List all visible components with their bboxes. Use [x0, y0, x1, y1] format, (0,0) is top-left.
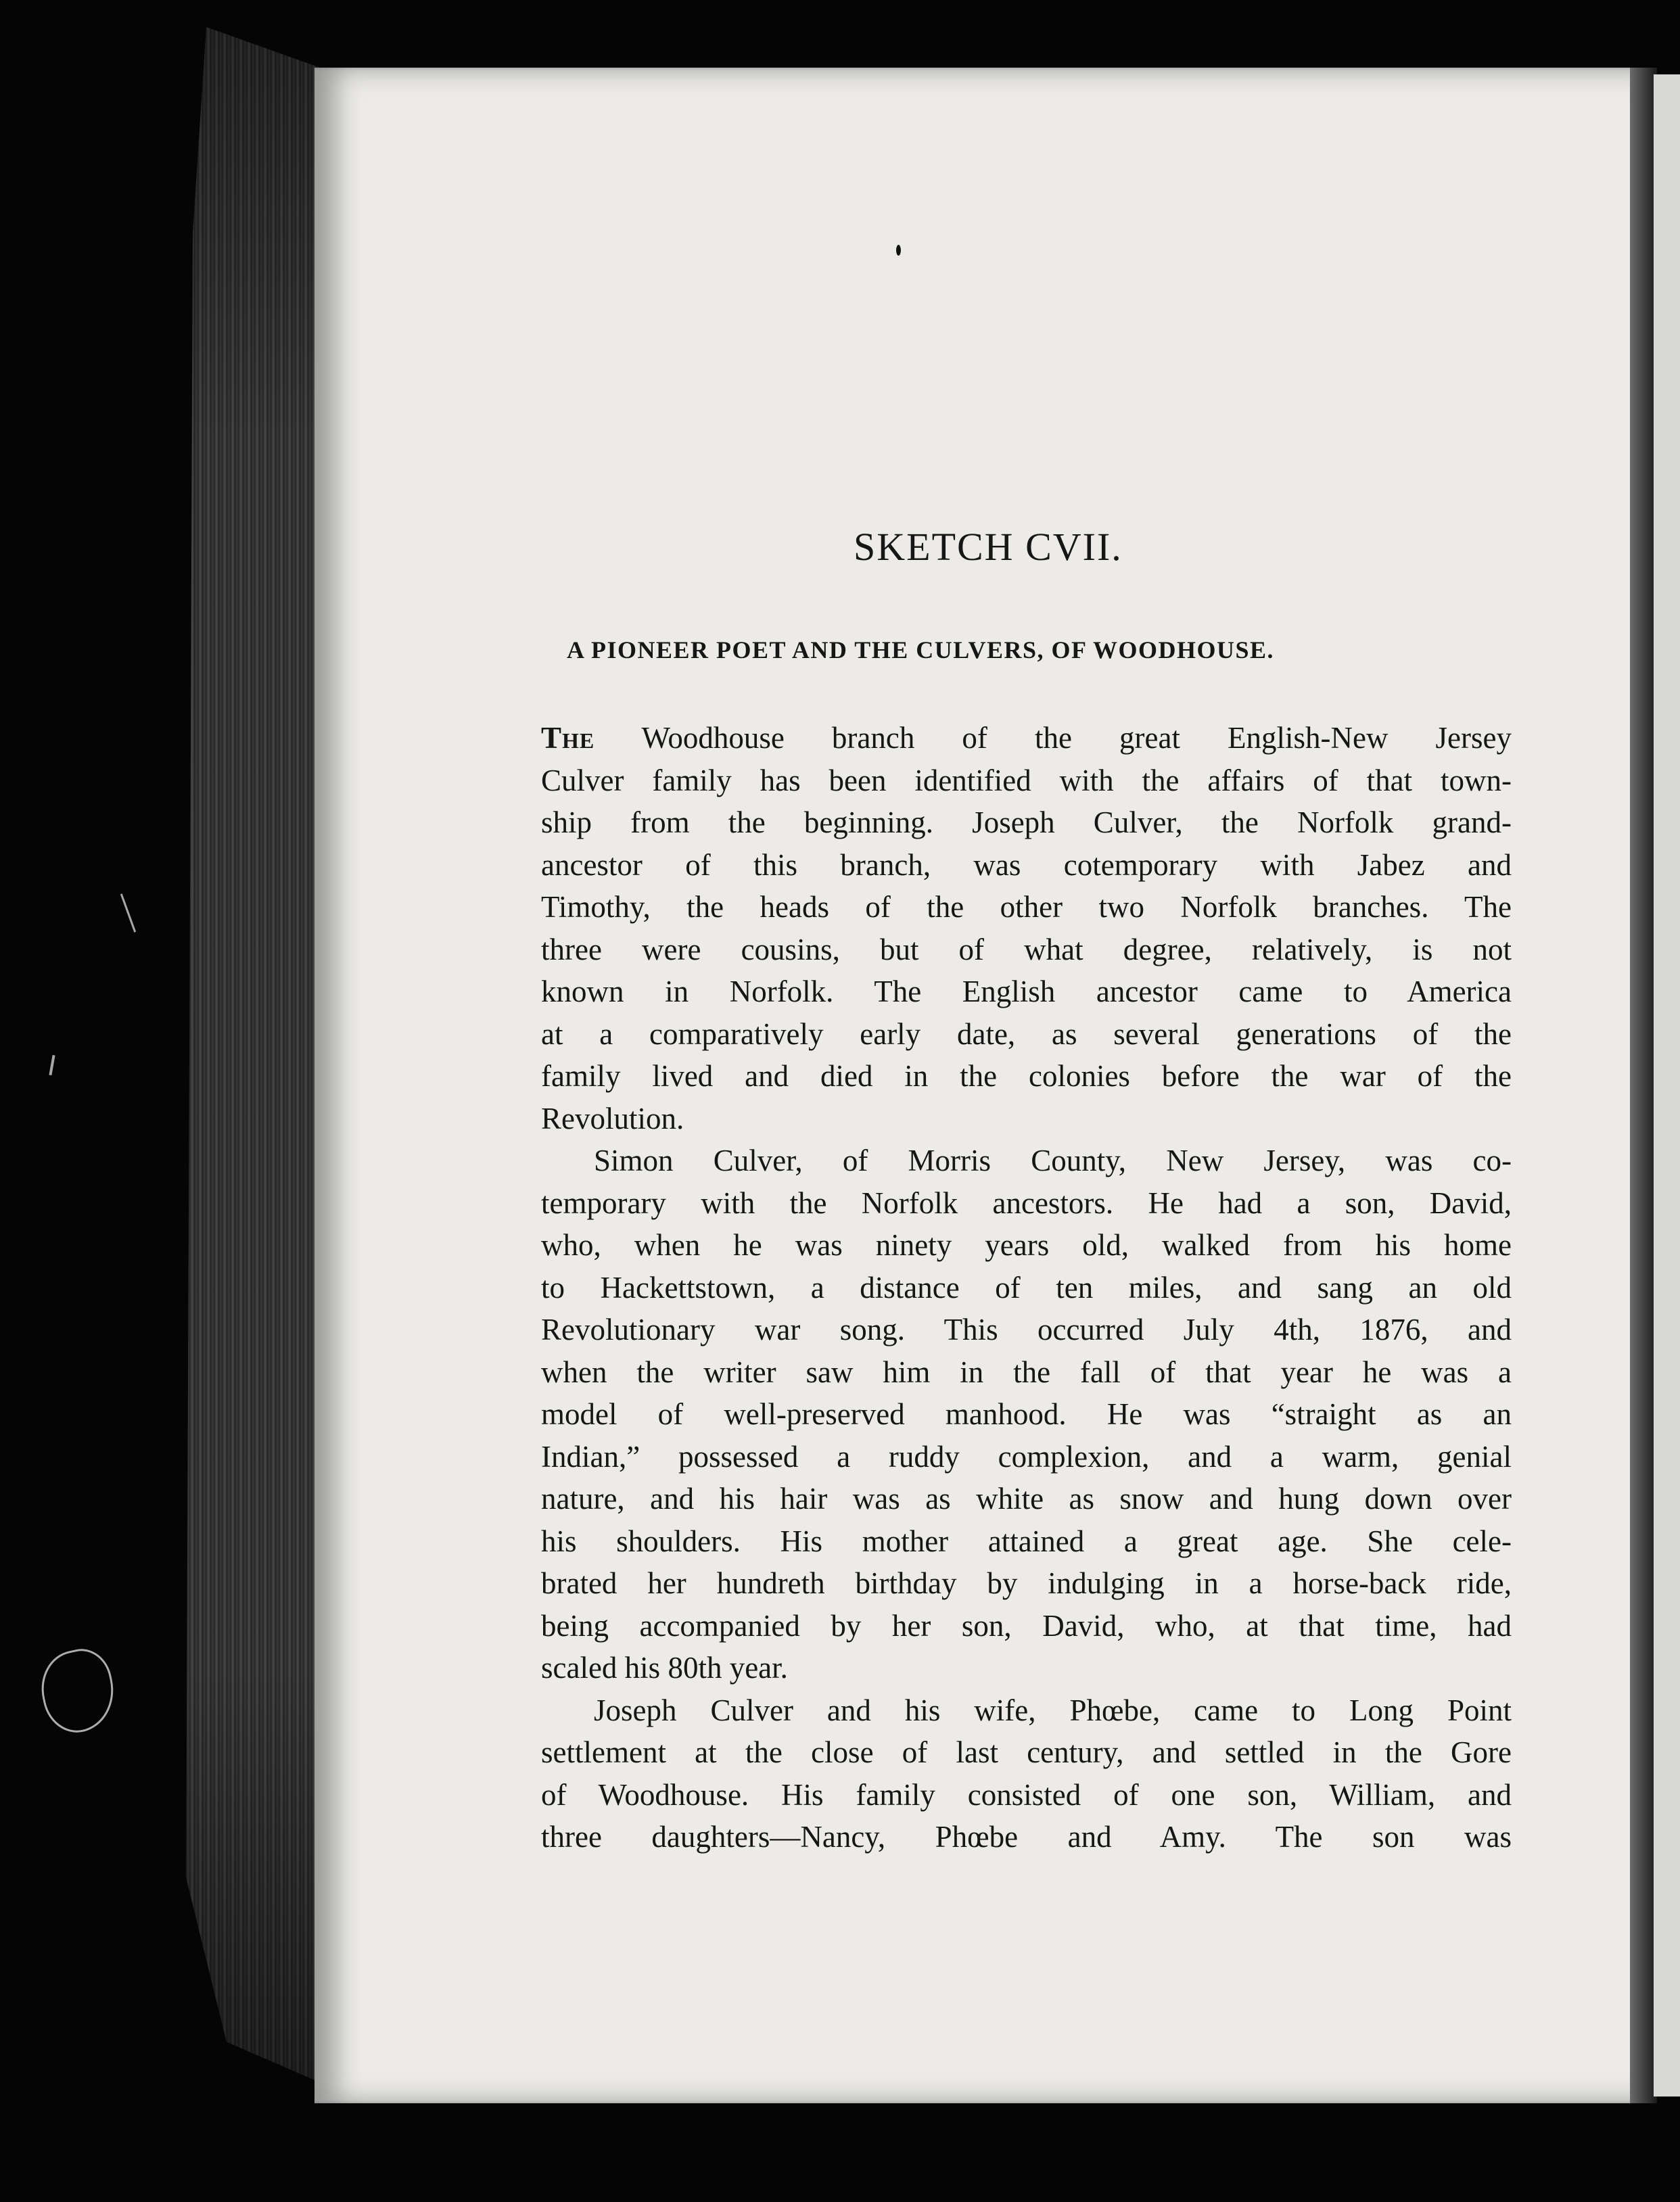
text-line: settlement at the close of last century, and settled in the Gore	[541, 1735, 1512, 1769]
text-line: Indian,” possessed a ruddy complexion, and a warm, genial	[541, 1439, 1512, 1474]
text-line: Culver family has been identified with the affairs of that town-	[541, 763, 1512, 797]
text-line: scaled his 80th year.	[541, 1651, 788, 1685]
text-line: Revolutionary war song. This occurred July 4th, 1876, and	[541, 1313, 1512, 1346]
text-line: brated her hundreth birthday by indulging in a horse-back ride,	[541, 1566, 1512, 1600]
text-line: The Woodhouse branch of the great English-New Jersey	[541, 721, 1512, 755]
chapter-subheading: A PIONEER POET AND THE CULVERS, OF WOODHOUSE.	[567, 636, 1275, 663]
text-line: of Woodhouse. His family consisted of one son, William, and	[541, 1777, 1512, 1812]
text-line: at a comparatively early date, as several generations of the	[541, 1016, 1512, 1051]
text-line: his shoulders. His mother attained a great age. She cele-	[541, 1524, 1512, 1558]
text-line: Joseph Culver and his wife, Phœbe, came to Long Point	[594, 1693, 1512, 1727]
text-line: three were cousins, but of what degree, relatively, is not	[541, 932, 1512, 966]
text-line: ship from the beginning. Joseph Culver, the Norfolk grand-	[541, 805, 1512, 839]
text-line: who, when he was ninety years old, walked from his home	[541, 1228, 1512, 1262]
sketch-heading: SKETCH CVII.	[854, 525, 1123, 569]
body-text	[541, 717, 1512, 1858]
book-page-edges	[186, 27, 321, 2083]
facing-page-edge	[1654, 74, 1680, 2096]
text-line: temporary with the Norfolk ancestors. He had a son, David,	[541, 1186, 1512, 1220]
text-line: nature, and his hair was as white as snow and hung down over	[541, 1482, 1512, 1516]
text-line: family lived and died in the colonies before the war of the	[541, 1059, 1512, 1093]
book-gutter	[1630, 68, 1657, 2103]
text-line: model of well-preserved manhood. He was “straight as an	[541, 1397, 1512, 1431]
text-line: being accompanied by her son, David, who, at that time, had	[541, 1608, 1512, 1643]
ink-dot	[896, 245, 901, 256]
text-line: known in Norfolk. The English ancestor came to America	[541, 975, 1512, 1008]
text-line: three daughters—Nancy, Phœbe and Amy. The son was	[541, 1820, 1512, 1854]
text-line: to Hackettstown, a distance of ten miles, and sang an old	[541, 1270, 1512, 1305]
text-line: when the writer saw him in the fall of that year he was a	[541, 1355, 1512, 1389]
text-line: Timothy, the heads of the other two Norfolk branches. The	[541, 890, 1512, 924]
text-line: Simon Culver, of Morris County, New Jersey, was co-	[594, 1144, 1512, 1177]
lead-word: The	[541, 721, 595, 755]
text-line: Revolution.	[541, 1101, 684, 1135]
text-line: ancestor of this branch, was cotemporary with Jabez and	[541, 847, 1512, 882]
